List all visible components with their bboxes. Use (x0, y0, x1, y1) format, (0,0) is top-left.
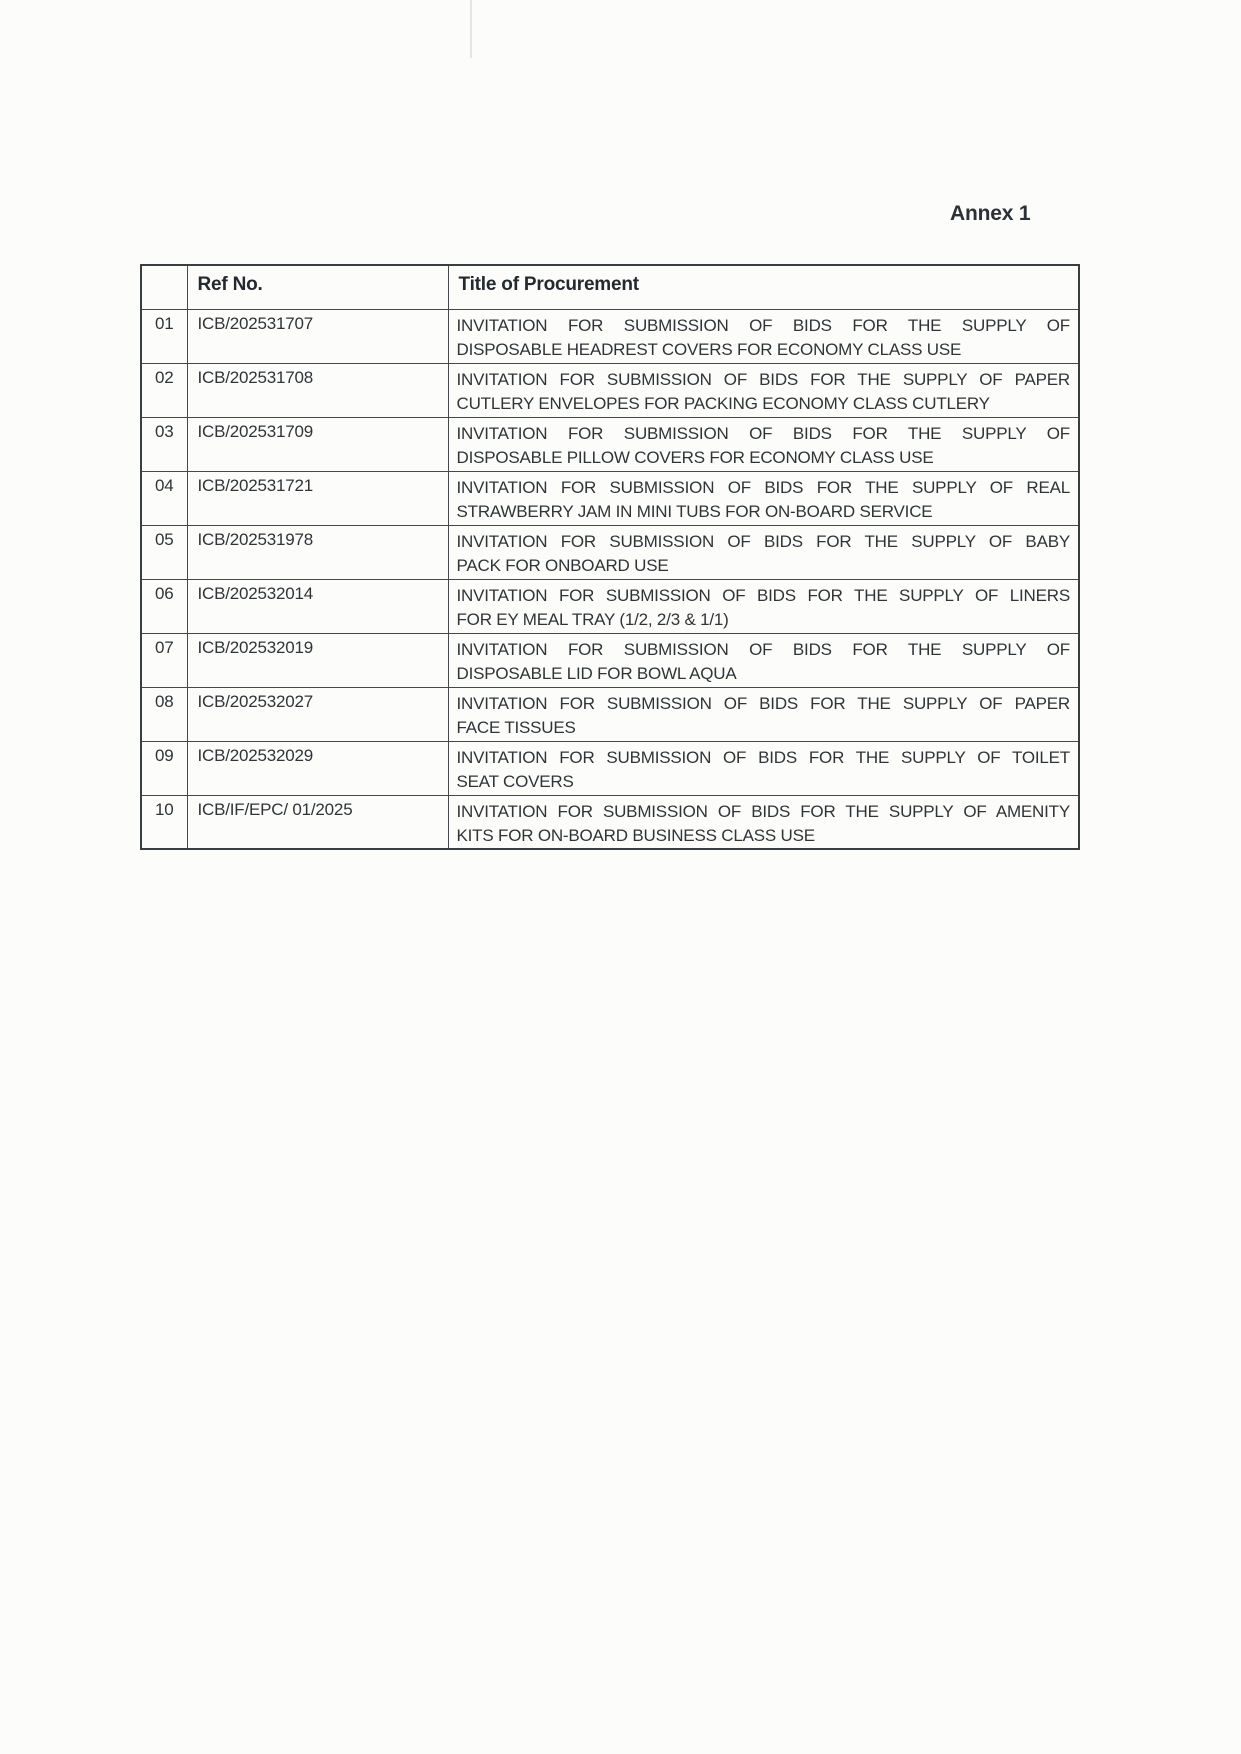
row-ref: ICB/202531721 (187, 471, 448, 525)
title-line1: INVITATION FOR SUBMISSION OF BIDS FOR THE SUPPLY OF (456, 423, 1070, 443)
table-header-row (141, 265, 1079, 309)
row-num: 07 (141, 633, 187, 687)
title-line1: INVITATION FOR SUBMISSION OF BIDS FOR THE SUPPLY OF PAPER (456, 693, 1070, 713)
title-line1: INVITATION FOR SUBMISSION OF BIDS FOR THE SUPPLY OF (456, 639, 1070, 659)
row-ref: ICB/202531708 (187, 363, 448, 417)
row-title (448, 417, 1079, 471)
row-title (448, 633, 1079, 687)
title-line1: INVITATION FOR SUBMISSION OF BIDS FOR THE SUPPLY OF BABY (456, 531, 1070, 551)
title-line1: INVITATION FOR SUBMISSION OF BIDS FOR THE SUPPLY OF PAPER (456, 369, 1070, 389)
title-line2: DISPOSABLE PILLOW COVERS FOR ECONOMY CLASS USE (456, 447, 934, 467)
row-title (448, 579, 1079, 633)
row-ref: ICB/202532029 (187, 741, 448, 795)
title-line2: SEAT COVERS (456, 771, 574, 791)
row-title (448, 687, 1079, 741)
table-row (141, 741, 1079, 795)
row-ref: ICB/202531707 (187, 309, 448, 363)
annex-heading: Annex 1 (950, 202, 1031, 225)
row-num: 05 (141, 525, 187, 579)
title-line1: INVITATION FOR SUBMISSION OF BIDS FOR THE SUPPLY OF TOILET (456, 747, 1070, 767)
row-ref: ICB/202531978 (187, 525, 448, 579)
title-line1: INVITATION FOR SUBMISSION OF BIDS FOR THE SUPPLY OF LINERS (456, 585, 1070, 605)
header-title-cell: Title of Procurement (448, 265, 1079, 309)
table-row (141, 633, 1079, 687)
table-row (141, 525, 1079, 579)
table-row (141, 309, 1079, 363)
row-title (448, 363, 1079, 417)
row-num: 10 (141, 795, 187, 849)
table-row (141, 363, 1079, 417)
title-line1: INVITATION FOR SUBMISSION OF BIDS FOR THE SUPPLY OF (456, 315, 1070, 335)
row-num: 06 (141, 579, 187, 633)
row-ref: ICB/202532027 (187, 687, 448, 741)
title-line2: FOR EY MEAL TRAY (1/2, 2/3 & 1/1) (456, 609, 729, 629)
title-line1: INVITATION FOR SUBMISSION OF BIDS FOR THE SUPPLY OF AMENITY (456, 801, 1070, 821)
title-line2: DISPOSABLE LID FOR BOWL AQUA (456, 663, 737, 683)
row-ref: ICB/202532014 (187, 579, 448, 633)
row-num: 01 (141, 309, 187, 363)
header-ref-cell: Ref No. (187, 265, 448, 309)
title-line2: FACE TISSUES (456, 717, 576, 737)
header-num-cell (141, 265, 187, 309)
title-line2: STRAWBERRY JAM IN MINI TUBS FOR ON-BOARD SERVICE (456, 501, 933, 521)
row-title (448, 309, 1079, 363)
row-ref: ICB/IF/EPC/ 01/2025 (187, 795, 448, 849)
title-line2: CUTLERY ENVELOPES FOR PACKING ECONOMY CLASS CUTLERY (456, 393, 990, 413)
row-title (448, 525, 1079, 579)
title-line1: INVITATION FOR SUBMISSION OF BIDS FOR THE SUPPLY OF REAL (456, 477, 1070, 497)
table-row (141, 687, 1079, 741)
row-title (448, 795, 1079, 849)
table-row (141, 795, 1079, 849)
page-fold-mark (470, 0, 472, 58)
row-ref: ICB/202532019 (187, 633, 448, 687)
title-line2: KITS FOR ON-BOARD BUSINESS CLASS USE (456, 825, 815, 845)
title-line2: DISPOSABLE HEADREST COVERS FOR ECONOMY CLASS USE (456, 339, 962, 359)
row-title (448, 471, 1079, 525)
row-ref: ICB/202531709 (187, 417, 448, 471)
row-num: 08 (141, 687, 187, 741)
row-num: 04 (141, 471, 187, 525)
procurement-table (140, 264, 1080, 850)
row-num: 09 (141, 741, 187, 795)
row-title (448, 741, 1079, 795)
table-row (141, 579, 1079, 633)
row-num: 02 (141, 363, 187, 417)
table-row (141, 471, 1079, 525)
title-line2: PACK FOR ONBOARD USE (456, 555, 669, 575)
table-row (141, 417, 1079, 471)
row-num: 03 (141, 417, 187, 471)
